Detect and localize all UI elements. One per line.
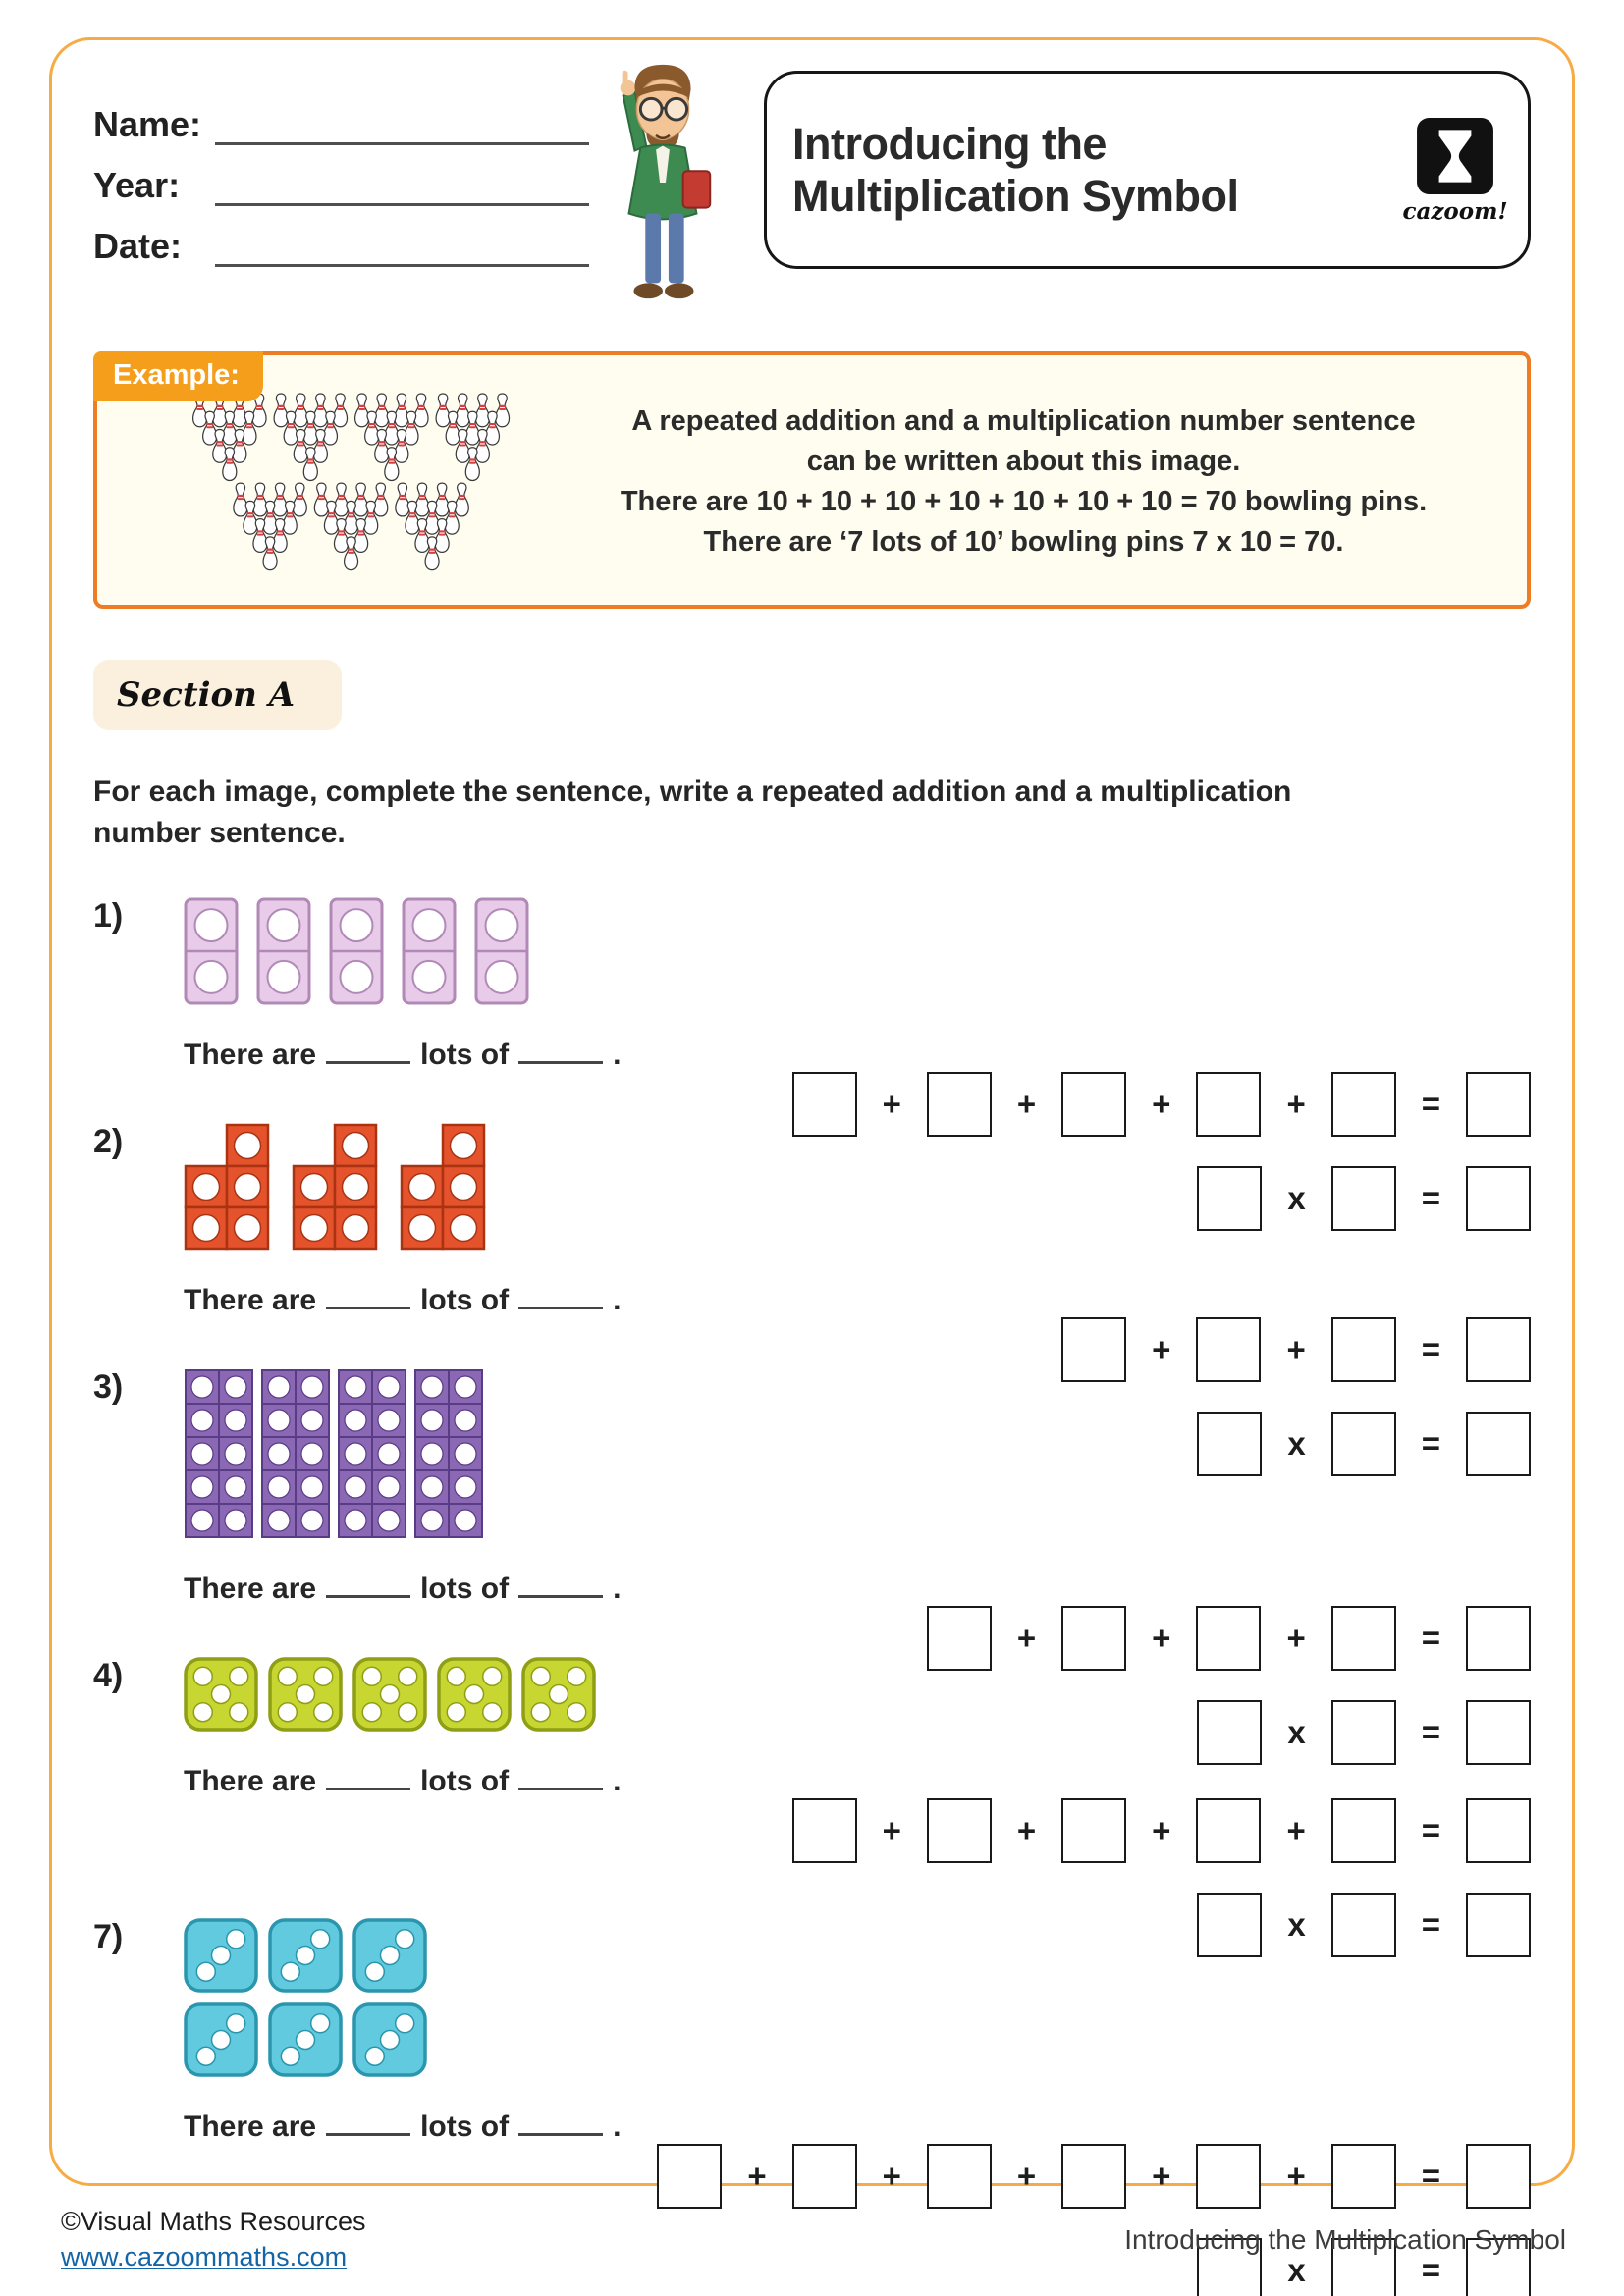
addition-row: [792, 1798, 1531, 1863]
plus-operator: +: [1152, 2158, 1171, 2194]
date-field: [93, 222, 589, 267]
example-line: There are 10 + 10 + 10 + 10 + 10 + 10 + 10 = 70 bowling pins.: [620, 486, 1428, 517]
times-operator: x: [1287, 1425, 1306, 1462]
sentence-blank: [326, 1781, 410, 1790]
instructions-line-1: For each image, complete the sentence, write a repeated addition and a multiplication: [93, 775, 1292, 808]
plus-operator: +: [1016, 1812, 1037, 1848]
question: [93, 1657, 1531, 1943]
numicon-image: [184, 1123, 1531, 1251]
cazoom-logo: [1402, 116, 1508, 225]
page-title: [792, 118, 1390, 222]
example-line: can be written about this image.: [806, 445, 1241, 477]
name-label: Name:: [93, 104, 202, 144]
plus-operator: +: [1016, 1086, 1037, 1122]
plus-operator: +: [1286, 1331, 1306, 1367]
question: [93, 897, 1531, 1216]
header: [93, 71, 1531, 310]
sentence-blank: [518, 1588, 603, 1598]
sentence-blank: [518, 2126, 603, 2136]
dice-image: [184, 1657, 1531, 1732]
sentence-blank: [518, 1054, 603, 1064]
dominoes-image: [184, 897, 1531, 1005]
plus-operator: +: [1286, 1812, 1306, 1848]
sentence-text: lots of: [420, 2110, 510, 2143]
sentence-text: .: [613, 1284, 622, 1316]
sentence-text: lots of: [420, 1039, 510, 1071]
equals-operator: =: [1421, 1180, 1440, 1216]
example-box: [93, 351, 1531, 609]
sentence-text: .: [613, 2110, 622, 2143]
sentence-blank: [326, 1588, 410, 1598]
plus-operator: +: [1152, 1620, 1171, 1656]
answer-box: [1466, 1798, 1531, 1863]
sentence-blank: [518, 1300, 603, 1309]
lots-of-sentence: [184, 1284, 1531, 1317]
question-number: 7): [93, 1918, 124, 1955]
times-operator: x: [1287, 1906, 1306, 1943]
title-line-2: Multiplication Symbol: [792, 171, 1239, 221]
sentence-text: lots of: [420, 1765, 510, 1797]
question-number: 2): [93, 1123, 124, 1160]
sentence-blank: [326, 1300, 410, 1309]
equals-operator: =: [1421, 1906, 1440, 1943]
sentence-blank: [326, 2126, 410, 2136]
answer-box: [792, 1798, 857, 1863]
dice-image: [184, 1918, 1531, 2077]
plus-operator: +: [882, 1086, 901, 1122]
numicon10-image: [184, 1368, 1531, 1539]
example-label: Example:: [93, 351, 263, 401]
sentence-text: There are: [184, 2110, 317, 2143]
equals-operator: =: [1421, 2252, 1440, 2288]
title-box: [764, 71, 1531, 269]
sentence-text: There are: [184, 1284, 317, 1316]
answer-box: [1466, 2144, 1531, 2209]
teacher-illustration: [589, 59, 736, 310]
times-operator: x: [1287, 1714, 1306, 1750]
answer-box: [927, 1798, 992, 1863]
question-number: 1): [93, 897, 124, 934]
question-number: 4): [93, 1657, 124, 1694]
answer-box: [1196, 2144, 1261, 2209]
plus-operator: +: [1152, 1812, 1171, 1848]
lots-of-sentence: [184, 1573, 1531, 1606]
name-field: [93, 100, 589, 145]
answer-box: [1196, 1798, 1261, 1863]
answer-box: [1331, 1798, 1396, 1863]
footer: [61, 2207, 1566, 2272]
question: [93, 1123, 1531, 1462]
sentence-text: There are: [184, 1039, 317, 1071]
cazoom-logo-icon: [1415, 116, 1495, 196]
year-field: [93, 161, 589, 206]
title-line-1: Introducing the: [792, 118, 1107, 169]
plus-operator: +: [882, 1812, 901, 1848]
example-line: A repeated addition and a multiplication number sentence: [631, 404, 1416, 437]
equals-operator: =: [1421, 2158, 1440, 2194]
plus-operator: +: [747, 2158, 767, 2194]
name-blank-line: [215, 106, 589, 145]
sentence-blank: [518, 1781, 603, 1790]
sentence-blank: [326, 1054, 410, 1064]
plus-operator: +: [882, 2158, 901, 2194]
student-fields: [93, 71, 589, 283]
question-number: 3): [93, 1368, 124, 1406]
plus-operator: +: [1286, 1620, 1306, 1656]
plus-operator: +: [1286, 1086, 1306, 1122]
sentence-text: .: [613, 1573, 622, 1605]
sentence-text: .: [613, 1765, 622, 1797]
answer-box: [1061, 2144, 1126, 2209]
times-operator: x: [1287, 2252, 1306, 2288]
addition-row: [657, 2144, 1531, 2209]
plus-operator: +: [1286, 2158, 1306, 2194]
answer-box: [657, 2144, 722, 2209]
copyright-text: ©Visual Maths Resources: [61, 2207, 366, 2236]
lots-of-sentence: [184, 1765, 1531, 1798]
sentence-text: lots of: [420, 1573, 510, 1605]
sentence-text: .: [613, 1039, 622, 1071]
answer-box: [792, 2144, 857, 2209]
plus-operator: +: [1016, 2158, 1037, 2194]
sentence-text: lots of: [420, 1284, 510, 1316]
equals-operator: =: [1421, 1620, 1440, 1656]
sentence-text: There are: [184, 1573, 317, 1605]
equals-operator: =: [1421, 1812, 1440, 1848]
equals-operator: =: [1421, 1714, 1440, 1750]
example-line: There are ‘7 lots of 10’ bowling pins 7 x 10 = 70.: [703, 526, 1344, 559]
plus-operator: +: [1016, 1620, 1037, 1656]
example-text: [548, 401, 1499, 563]
plus-operator: +: [1152, 1086, 1171, 1122]
section-a-badge: Section A: [93, 660, 342, 730]
footer-left: [61, 2207, 366, 2272]
equals-operator: =: [1421, 1086, 1440, 1122]
answer-box: [1331, 2144, 1396, 2209]
lots-of-sentence: [184, 1039, 1531, 1072]
footer-worksheet-title: Introducing the Multiplcation Symbol: [1124, 2223, 1566, 2255]
lots-of-sentence: [184, 2110, 1531, 2144]
equals-operator: =: [1421, 1425, 1440, 1462]
answer-box: [927, 2144, 992, 2209]
date-blank-line: [215, 228, 589, 267]
plus-operator: +: [1152, 1331, 1171, 1367]
sentence-text: There are: [184, 1765, 317, 1797]
year-label: Year:: [93, 165, 181, 205]
website-link[interactable]: www.cazoommaths.com: [61, 2242, 348, 2271]
date-label: Date:: [93, 226, 183, 266]
answer-box: [1061, 1798, 1126, 1863]
logo-text: cazoom!: [1402, 197, 1508, 225]
year-blank-line: [215, 167, 589, 206]
times-operator: x: [1287, 1180, 1306, 1216]
equals-operator: =: [1421, 1331, 1440, 1367]
question: [93, 1368, 1531, 1750]
instructions-text: [93, 772, 1531, 854]
bowling-pins-image: [190, 393, 514, 581]
instructions-line-2: number sentence.: [93, 817, 346, 849]
